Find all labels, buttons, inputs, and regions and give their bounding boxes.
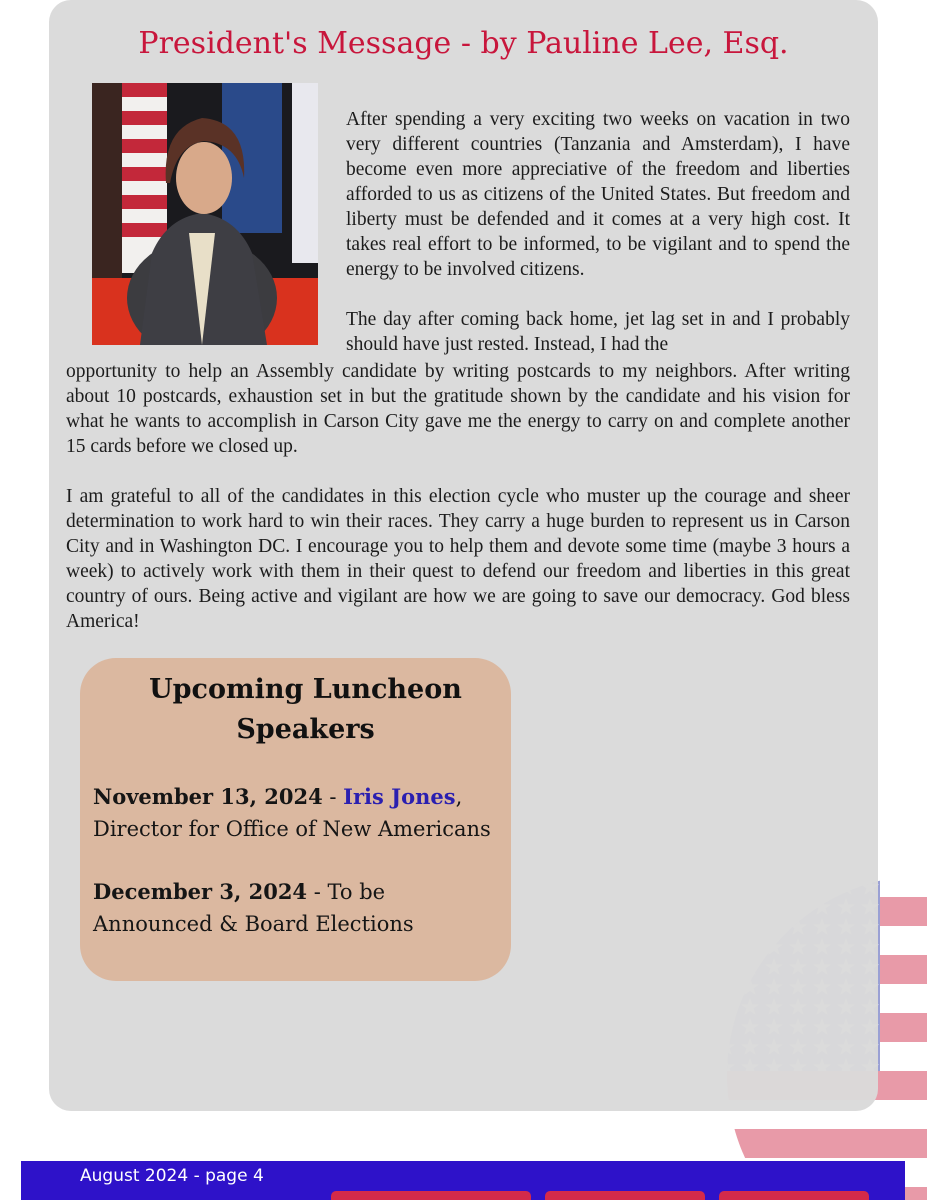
luncheon-speakers-card (80, 658, 511, 981)
event-date: December 3, 2024 (93, 879, 308, 904)
event-separator: - (307, 880, 328, 904)
luncheon-event (93, 876, 508, 940)
message-paragraph-3: I am grateful to all of the candidates in this election cycle who muster up the courage and sheer determination to work hard to win their races. They carry a huge burden to represent us in Carson City and in Washington DC. I encourage you to help them and devote some time (maybe 3 hours a week) to actively work with them in their quest to defend our freedom and liberties in this great country of ours. Being active and vigilant are how we are going to save our democracy. God bless America! (66, 486, 850, 632)
footer-page-label: August 2024 - page 4 (80, 1166, 264, 1186)
page-title: President's Message - by Pauline Lee, Esq. (138, 26, 789, 61)
footer-cropped-banner (331, 1191, 891, 1200)
luncheon-event (93, 781, 508, 845)
event-separator: - (322, 785, 344, 809)
footer-bar (21, 1161, 905, 1200)
event-comma: , (455, 785, 463, 809)
message-paragraph-2-intro: The day after coming back home, jet lag set in and I probably should have just rested. Instead, I had the (346, 309, 850, 355)
event-date: November 13, 2024 (93, 784, 323, 809)
message-paragraph-2-continued: opportunity to help an Assembly candidate by writing postcards to my neighbors. After writing about 10 postcards, exhaustion set in but the gratitude shown by the candidate and his vision for what he wants to accomplish in Carson City gave me the energy to carry on and complete another 15 cards before we closed up. (66, 361, 850, 457)
speaker-name: Iris Jones (343, 784, 456, 809)
message-paragraph-1: After spending a very exciting two weeks on vacation in two very different countries (Tanzania and Amsterdam), I have become even more appreciative of the freedom and liberties afforded to us as citizens of the United States. But freedom and liberty must be defended and it comes at a very high cost. It takes real effort to be informed, to be vigilant and to spend the energy to be involved citizens. (346, 109, 850, 280)
luncheon-card-title: Upcoming Luncheon Speakers (149, 674, 462, 745)
event-detail: To be Announced & Board Elections (93, 880, 414, 936)
president-photo (92, 83, 318, 345)
event-detail: Director for Office of New Americans (93, 817, 491, 841)
